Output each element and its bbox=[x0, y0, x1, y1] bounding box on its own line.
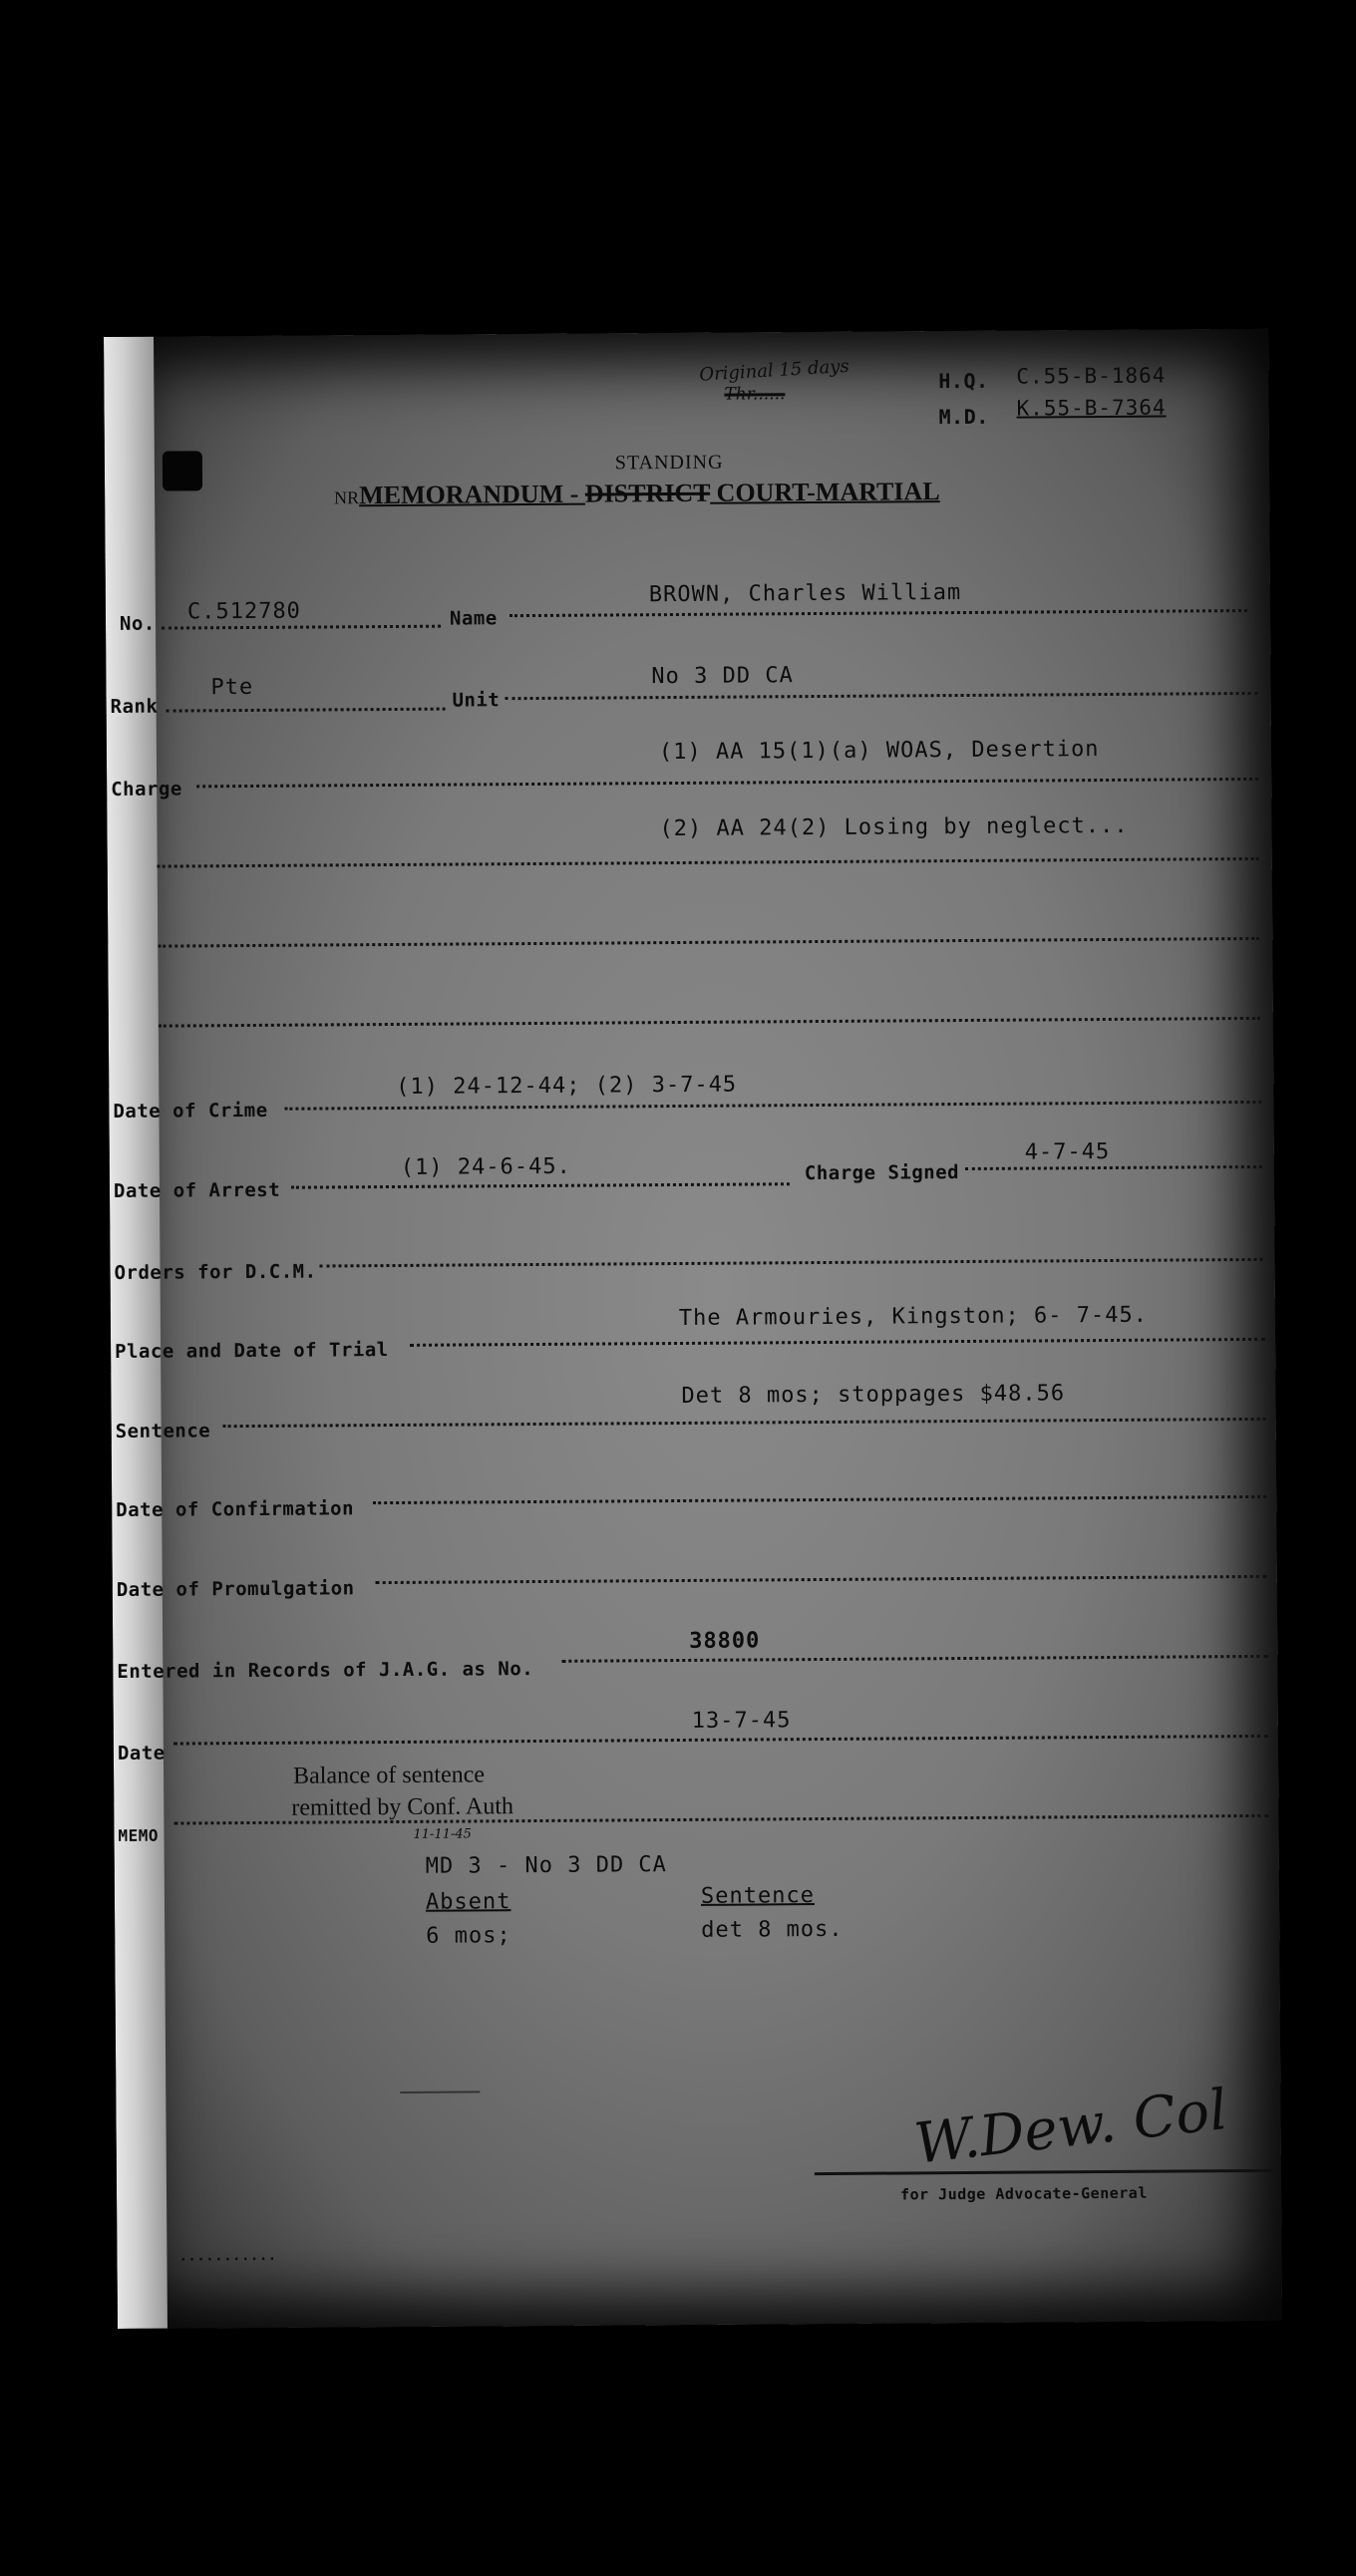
signature: W.Dew. Col bbox=[910, 2077, 1231, 2177]
charge-line-1 bbox=[196, 778, 1258, 788]
punch-mark bbox=[163, 451, 202, 490]
charge-signed-value: 4-7-45 bbox=[1024, 1138, 1111, 1165]
title-suffix: COURT-MARTIAL bbox=[710, 477, 940, 507]
original-note: Original 15 days bbox=[698, 355, 850, 386]
rank-value: Pte bbox=[210, 674, 254, 701]
sentence-label: Sentence bbox=[115, 1420, 211, 1443]
orders-line bbox=[320, 1258, 1263, 1268]
charge-1: (1) AA 15(1)(a) WOAS, Desertion bbox=[658, 737, 1100, 766]
title-main: MEMORANDUM - bbox=[359, 479, 585, 510]
charge-signed-line bbox=[965, 1165, 1262, 1170]
rank-line bbox=[167, 708, 446, 713]
charge-signed-label: Charge Signed bbox=[804, 1161, 960, 1185]
md-value: K.55-B-7364 bbox=[1016, 395, 1167, 421]
date-label: Date bbox=[117, 1742, 166, 1765]
struck-note: Thr...... bbox=[724, 384, 786, 405]
hq-label: H.Q. bbox=[938, 368, 989, 394]
stamp-line-2: remitted by Conf. Auth bbox=[291, 1793, 514, 1821]
film-edge bbox=[104, 337, 168, 2329]
promulgation-line bbox=[376, 1575, 1267, 1584]
sentence-line bbox=[223, 1418, 1266, 1428]
stamp-date: 11-11-45 bbox=[413, 1826, 472, 1842]
charge-line-4 bbox=[159, 1017, 1260, 1028]
date-of-crime-label: Date of Crime bbox=[113, 1099, 268, 1123]
date-of-crime-value: (1) 24-12-44; (2) 3-7-45 bbox=[396, 1072, 738, 1100]
signature-caption: for Judge Advocate-General bbox=[899, 2183, 1148, 2204]
unit-label: Unit bbox=[452, 689, 501, 712]
memo-absent-label: Absent bbox=[425, 1889, 511, 1915]
memo-sentence-label: Sentence bbox=[700, 1883, 815, 1909]
memo-absent-value: 6 mos; bbox=[426, 1923, 511, 1949]
charge-line-2 bbox=[158, 857, 1259, 868]
date-of-arrest-line bbox=[291, 1182, 790, 1188]
document-card bbox=[104, 329, 1282, 2329]
signature-line bbox=[815, 2169, 1273, 2175]
charge-2: (2) AA 24(2) Losing by neglect... bbox=[659, 812, 1129, 842]
confirmation-label: Date of Confirmation bbox=[116, 1497, 355, 1521]
hq-value: C.55-B-1864 bbox=[1016, 363, 1167, 389]
no-label: No. bbox=[119, 612, 156, 635]
short-rule bbox=[400, 2091, 480, 2093]
footer-note: ........... bbox=[178, 2247, 277, 2265]
date-of-arrest-value: (1) 24-6-45. bbox=[400, 1153, 571, 1180]
title-struck: DISTRICT bbox=[584, 478, 711, 508]
jag-value: 38800 bbox=[689, 1628, 761, 1654]
page-title bbox=[334, 477, 940, 510]
date-of-crime-line bbox=[284, 1101, 1261, 1111]
unit-value: No 3 DD CA bbox=[651, 663, 794, 690]
charge-line-3 bbox=[158, 937, 1259, 948]
name-label: Name bbox=[449, 607, 498, 630]
charge-label: Charge bbox=[111, 778, 182, 801]
place-label: Place and Date of Trial bbox=[115, 1339, 389, 1363]
name-line bbox=[509, 609, 1247, 617]
jag-label: Entered in Records of J.A.G. as No. bbox=[117, 1658, 534, 1683]
title-insert: STANDING bbox=[614, 451, 724, 475]
sentence-value: Det 8 mos; stoppages $48.56 bbox=[681, 1381, 1066, 1409]
date-value: 13-7-45 bbox=[691, 1708, 792, 1734]
place-line bbox=[410, 1338, 1265, 1347]
md-label: M.D. bbox=[938, 404, 989, 430]
no-line bbox=[162, 625, 441, 630]
no-value: C.512780 bbox=[186, 598, 301, 625]
confirmation-line bbox=[373, 1495, 1266, 1504]
memo-label: MEMO bbox=[118, 1825, 160, 1845]
orders-label: Orders for D.C.M. bbox=[114, 1260, 317, 1284]
stamp-line-1: Balance of sentence bbox=[292, 1762, 486, 1789]
place-value: The Armouries, Kingston; 6- 7-45. bbox=[678, 1302, 1149, 1331]
memo-sentence-value: det 8 mos. bbox=[701, 1916, 844, 1943]
date-of-arrest-label: Date of Arrest bbox=[113, 1178, 281, 1202]
promulgation-label: Date of Promulgation bbox=[116, 1577, 355, 1601]
title-prefix: NR bbox=[334, 487, 360, 508]
name-value: BROWN, Charles William bbox=[648, 580, 962, 608]
memo-line-1: MD 3 - No 3 DD CA bbox=[425, 1852, 667, 1879]
jag-line bbox=[561, 1655, 1267, 1663]
date-line bbox=[173, 1735, 1268, 1746]
rank-label: Rank bbox=[110, 695, 159, 718]
unit-line bbox=[506, 692, 1258, 700]
